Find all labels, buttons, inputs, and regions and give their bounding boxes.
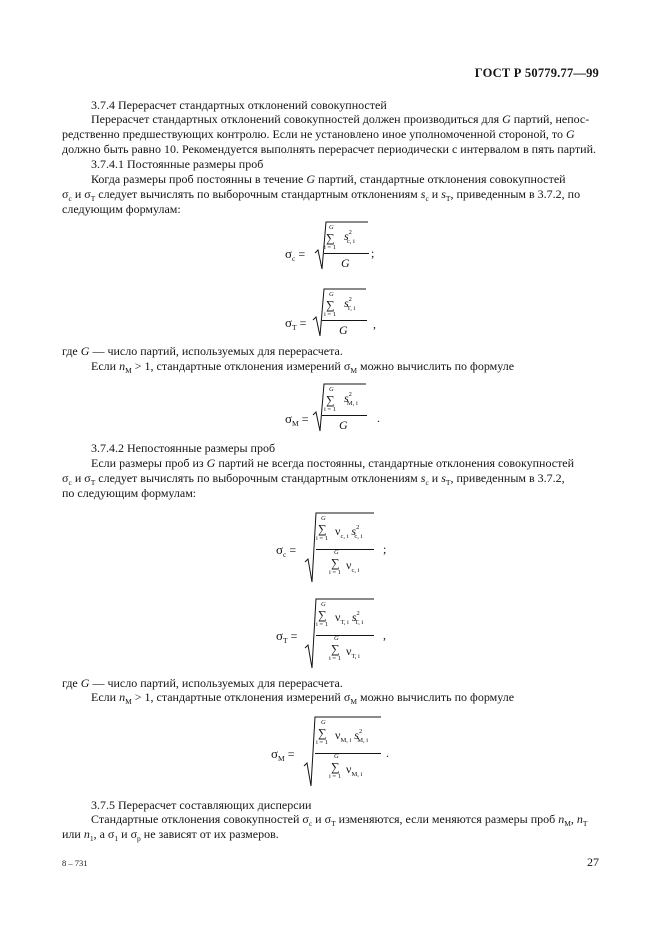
numerator-term: $\nu_{М, i}$ $s^2_{М, i}$ <box>335 728 369 744</box>
summand: $s^2_{с, i}$ <box>344 229 355 245</box>
denominator: G <box>339 418 348 432</box>
summand: $s^2_{М, i}$ <box>344 391 358 407</box>
formula-sigma-t-variable: $\sigma_Т$ = G ∑ i = 1 $\nu_{Т, i}$ $s^2_{Т, i}$ G ∑ i = 1 $\nu_{Т, i}$ , <box>276 598 396 670</box>
numerator-term: $\nu_{Т, i}$ $s^2_{Т, i}$ <box>335 610 364 626</box>
paragraph-variable-line2: $\sigma_с$ и $\sigma_Т$ следует вычислять по выборочным стандартным отклонениям $s_с$ и $s_Т$, приведенным в 3.7.2, <box>62 471 565 487</box>
if-nm-1: Если $n_М > 1$, стандартные отклонения измерений $\sigma_М$ можно вычислить по формуле <box>91 359 515 375</box>
paragraph-constant-line2: $\sigma_с$ и $\sigma_Т$ следует вычислять по выборочным стандартным отклонениям $s_с$ и $s_Т$, приведенным в 3.7.2, по <box>62 187 581 203</box>
if-nm-2: Если $n_М > 1$, стандартные отклонения измерений $\sigma_М$ можно вычислить по формуле <box>91 690 515 706</box>
paragraph-recalc: Перерасчет стандартных отклонений совокупностей должен производиться для G партий, непос- <box>91 112 590 126</box>
print-mark: 8 – 731 <box>62 858 88 868</box>
formula-sigma-t-constant: $\sigma_Т$ = G ∑ i = 1 $s^2_{Т, i}$ G , <box>285 288 385 338</box>
paragraph-recalc-line2: редственно предшествующих контролю. Если не установлено иное уполномоченной стороной, то G <box>62 127 575 141</box>
fraction-bar <box>324 253 369 254</box>
page-number: 27 <box>587 855 599 869</box>
fraction-bar <box>322 415 367 416</box>
denominator-term: $\nu_{с, i}$ <box>346 558 360 574</box>
paragraph-variance-line1: Стандартные отклонения совокупностей $\sigma_с$ и $\sigma_Т$ изменяются, если меняются размеры проб $n_М$, $n_Т$ <box>91 812 588 828</box>
paragraph-variance-line2: или $n_1$, а $\sigma_1$ и $\sigma_р$ не зависят от их размеров. <box>62 827 279 843</box>
paragraph-constant-line3: следующим формулам: <box>62 202 181 216</box>
section-heading-3-7-5: 3.7.5 Перерасчет составляющих дисперсии <box>91 798 312 812</box>
paragraph-variable-line1: Если размеры проб из G партий не всегда постоянны, стандартные отклонения совокупностей <box>91 456 575 470</box>
radical-sign <box>302 716 382 788</box>
denominator-term: $\nu_{Т, i}$ <box>346 644 360 660</box>
formula-sigma-m-variable: $\sigma_М$ = G ∑ i = 1 $\nu_{М, i}$ $s^2_{М, i}$ G ∑ i = 1 $\nu_{М, i}$ . <box>271 716 396 788</box>
formula-sigma-c-variable: $\sigma_с$ = G ∑ i = 1 $\nu_{с, i}$ $s^2_{с, i}$ G ∑ i = 1 $\nu_{с, i}$ ; <box>276 512 396 584</box>
fraction-bar <box>322 320 367 321</box>
denominator-term: $\nu_{М, i}$ <box>346 762 363 778</box>
section-heading-3-7-4-1: 3.7.4.1 Постоянные размеры проб <box>91 157 264 171</box>
fraction-bar <box>315 753 381 754</box>
paragraph-variable-line3: по следующим формулам: <box>62 486 197 500</box>
denominator: G <box>339 323 348 337</box>
where-g-1: где G — число партий, используемых для перерасчета. <box>62 344 343 358</box>
where-g-2: где G — число партий, используемых для перерасчета. <box>62 676 343 690</box>
paragraph-recalc-line3: должно быть равно 10. Рекомендуется выполнять перерасчет периодически с интервалом в пять партий. <box>62 142 596 156</box>
fraction-bar <box>316 635 374 636</box>
section-heading-3-7-4-2: 3.7.4.2 Непостоянные размеры проб <box>91 441 276 455</box>
formula-sigma-m-constant: $\sigma_М$ = G ∑ i = 1 $s^2_{М, i}$ G . <box>285 383 385 433</box>
summand: $s^2_{Т, i}$ <box>344 296 356 312</box>
denominator: G <box>341 256 350 270</box>
numerator-term: $\nu_{с, i}$ $s^2_{с, i}$ <box>335 524 363 540</box>
fraction-bar <box>316 549 374 550</box>
section-heading-3-7-4: 3.7.4 Перерасчет стандартных отклонений совокупностей <box>91 98 387 112</box>
paragraph-constant-line1: Когда размеры проб постоянны в течение G партий, стандартные отклонения совокупностей <box>91 172 566 186</box>
standard-code: ГОСТ Р 50779.77—99 <box>474 66 599 80</box>
formula-sigma-c-constant: $\sigma_с$ = G ∑ i = 1 $s^2_{с, i}$ G ; <box>285 221 385 271</box>
